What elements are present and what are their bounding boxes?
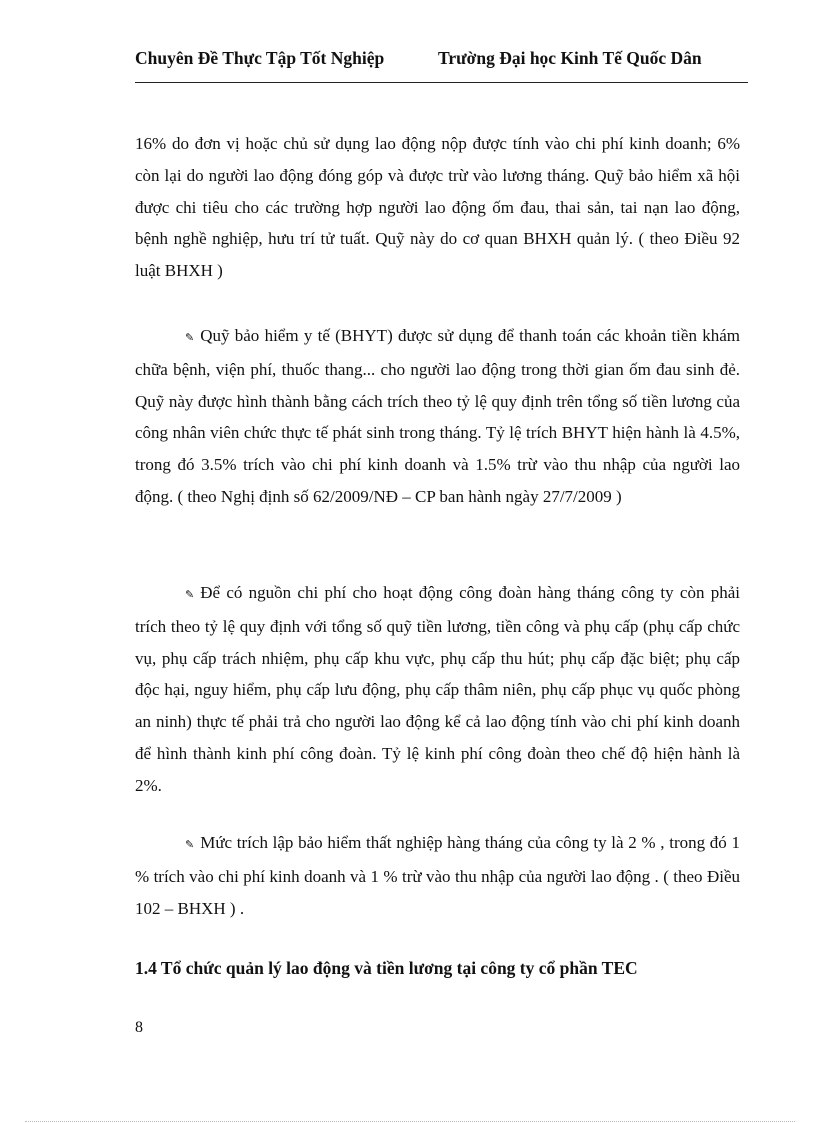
page-number: 8 [135,1019,143,1036]
paragraph-union-fund [135,577,740,802]
paragraph-text: Quỹ bảo hiểm y tế (BHYT) được sử dụng để thanh toán các khoản tiền khám chữa bệnh, viện phí, thuốc thang... cho người lao động trong thời gian ốm đau sinh đẻ. Quỹ này được hình thành bằng cách trích theo tỷ lệ quy định trên tổng số tiền lương của công nhân viên chức thực tế phát sinh trong tháng. Tỷ lệ trích BHYT hiện hành là 4.5%, trong đó 3.5% trích vào chi phí kinh doanh và 1.5% trừ vào thu nhập của người lao động. ( theo Nghị định số 62/2009/NĐ – CP ban hành ngày 27/7/2009 ) [135,326,740,506]
header-thesis-title: Chuyên Đề Thực Tập Tốt Nghiệp [135,48,385,68]
pencil-bullet-icon: ✎ [185,588,195,601]
pencil-bullet-icon: ✎ [185,331,195,344]
paragraph-unemployment-insurance [135,827,740,924]
paragraph-text: Mức trích lập bảo hiểm thất nghiệp hàng tháng của công ty là 2 % , trong đó 1 % trích vào chi phí kinh doanh và 1 % trừ vào thu nhập của người lao động . ( theo Điều 102 – BHXH ) . [135,833,740,918]
paragraph-social-insurance [135,128,740,287]
pencil-bullet-icon: ✎ [185,838,195,851]
header-university-name: Trường Đại học Kinh Tế Quốc Dân [438,48,702,68]
header-rule [135,82,748,83]
paragraph-text: Để có nguồn chi phí cho hoạt động công đoàn hàng tháng công ty còn phải trích theo tỷ lệ quy định với tổng số quỹ tiền lương, tiền công và phụ cấp (phụ cấp chức vụ, phụ cấp trách nhiệm, phụ cấp khu vực, phụ cấp thu hút; phụ cấp đặc biệt; phụ cấp độc hại, nguy hiểm, phụ cấp lưu động, phụ cấp thâm niên, phụ cấp phục vụ quốc phòng an ninh) thực tế phải trả cho người lao động kể cả lao động tính vào chi phí kinh doanh để hình thành kinh phí công đoàn. Tỷ lệ kinh phí công đoàn theo chế độ hiện hành là 2%. [135,583,740,795]
paragraph-text: 16% do đơn vị hoặc chủ sử dụng lao động nộp được tính vào chi phí kinh doanh; 6% còn lại do người lao động đóng góp và được trừ vào lương tháng. Quỹ bảo hiểm xã hội được chi tiêu cho các trường hợp người lao động ốm đau, thai sản, tai nạn lao động, bệnh nghề nghiệp, hưu trí tử tuất. Quỹ này do cơ quan BHXH quản lý. ( theo Điều 92 luật BHXH ) [135,134,740,281]
section-heading: 1.4 Tổ chức quản lý lao động và tiền lương tại công ty cổ phần TEC [135,958,638,978]
footer-rule [25,1121,795,1122]
paragraph-health-insurance [135,320,740,513]
